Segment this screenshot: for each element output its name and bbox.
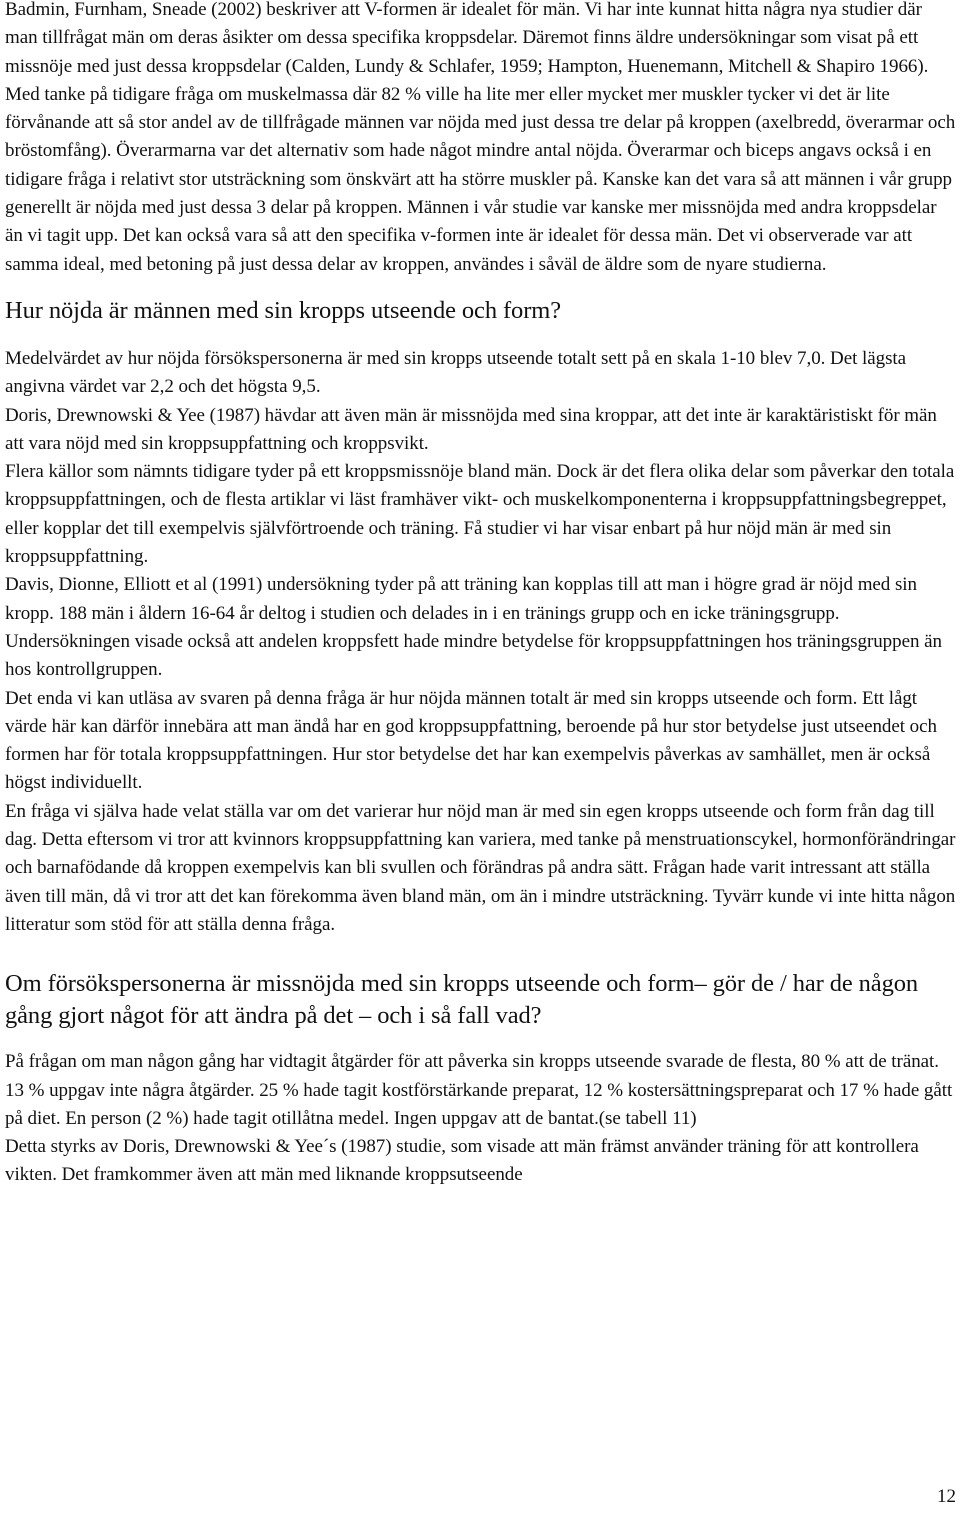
body-paragraph: Det enda vi kan utläsa av svaren på denna fråga är hur nöjda männen totalt är med sin kropps utseende och form. Ett lågt värde här kan därför innebära att man ändå har en god kroppsuppfattning, beroende på hur stor betydelse just utseendet och formen har för totala kroppsuppfattningen. Hur stor betydelse det har kan exempelvis påverkas av samhället, men är också högst individuellt. xyxy=(5,687,937,794)
body-paragraph: Davis, Dionne, Elliott et al (1991) undersökning tyder på att träning kan kopplas till att man i högre grad är nöjd med sin kropp. 188 män i åldern 16-64 år deltog i studien och delades in i en tränings grupp och en icke träningsgrupp. Undersökningen visade också att andelen kroppsfett hade mindre betydelse för kroppsuppfattningen hos träningsgruppen än hos kontrollgruppen. xyxy=(5,574,942,681)
page-number: 12 xyxy=(937,1486,956,1507)
body-paragraph: Flera källor som nämnts tidigare tyder på ett kroppsmissnöje bland män. Dock är det flera olika delar som påverkar den totala kroppsuppfattningen, och de flesta artiklar vi läst framhäver vikt- och muskelkomponenterna i kroppsuppfattningsbegreppet, eller kopplar det till exempelvis självförtroende och träning. Få studier vi har visar enbart på hur nöjd män är med sin kroppsuppfattning. xyxy=(5,461,955,568)
body-paragraph: En fråga vi själva hade velat ställa var om det varierar hur nöjd man är med sin egen kropps utseende och form från dag till dag. Detta eftersom vi tror att kvinnors kroppsuppfattning kan variera, med tanke på menstruationscykel, hormonförändringar och barnafödande då kroppen exempelvis kan bli svullen och förändras på andra sätt. Frågan hade varit intressant att ställa även till män, då vi tror att det kan förekomma även bland män, om än i mindre utsträckning. Tyvärr kunde vi inte hitta någon litteratur som stöd för att ställa denna fråga. xyxy=(5,800,956,935)
body-paragraph: Detta styrks av Doris, Drewnowski & Yee´s (1987) studie, som visade att män främst använder träning för att kontrollera vikten. Det framkommer även att män med liknande kroppsutseende xyxy=(5,1136,919,1186)
document-page xyxy=(5,0,957,1190)
body-paragraph: Medelvärdet av hur nöjda försökspersonerna är med sin kropps utseende totalt sett på en skala 1-10 blev 7,0. Det lägsta angivna värdet var 2,2 och det högsta 9,5. xyxy=(5,347,907,398)
body-paragraph: På frågan om man någon gång har vidtagit åtgärder för att påverka sin kropps utseende svarade de flesta, 80 % att de tränat. 13 % uppgav inte några åtgärder. 25 % hade tagit kostförstärkande preparat, 12 % kostersättningspreparat och 17 % hade gått på diet. En person (2 %) hade tagit otillåtna medel. Ingen uppgav att de bantat.(se tabell 11) xyxy=(5,1051,953,1129)
body-paragraph: Badmin, Furnham, Sneade (2002) beskriver att V-formen är idealet för män. Vi har inte kunnat hitta några nya studier där man tillfrågat män om deras åsikter om dessa specifika kroppsdelar. Däremot finns äldre undersökningar som visat på ett missnöje med just dessa kroppsdelar (Calden, Lundy & Schlafer, 1959; Hampton, Huenemann, Mitchell & Shapiro 1966). Med tanke på tidigare fråga om muskelmassa där 82 % ville ha lite mer eller mycket mer muskler tycker vi det är lite förvånande att så stor andel av de tillfrågade männen var nöjda med just dessa tre delar på kroppen (axelbredd, överarmar och bröstomfång). Överarmarna var det alternativ som hade något mindre antal nöjda. Överarmar och biceps angavs också i en tidigare fråga i relativt stor utsträckning som önskvärt att ha större muskler på. Kanske kan det vara så att männen i vår grupp generellt är nöjda med just dessa 3 delar på kroppen. Männen i vår studie var kanske mer missnöjda med andra kroppsdelar än vi tagit upp. Det kan också vara så att den specifika v-formen inte är idealet för dessa män. Det vi observerade var att samma ideal, med betoning på just dessa delar av kroppen, användes i såväl de äldre som de nyare studierna. xyxy=(5,0,956,275)
section-heading: Hur nöjda är männen med sin kropps utseende och form? xyxy=(5,296,561,324)
section-heading: Om försökspersonerna är missnöjda med sin kropps utseende och form– gör de / har de någon gång gjort något för att ändra på det – och i så fall vad? xyxy=(5,970,919,1030)
body-paragraph: Doris, Drewnowski & Yee (1987) hävdar att även män är missnöjda med sina kroppar, att det inte är karaktäristiskt för män att vara nöjd med sin kroppsuppfattning och kroppsvikt. xyxy=(5,404,937,454)
